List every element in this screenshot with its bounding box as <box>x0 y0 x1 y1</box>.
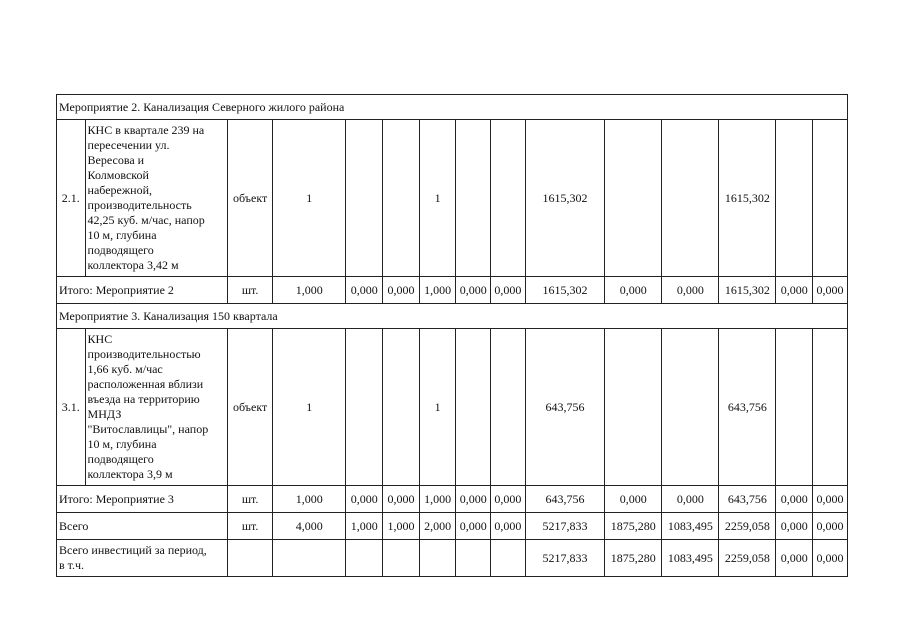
cell: 0,000 <box>605 486 662 513</box>
cell <box>605 120 662 277</box>
cell: 1615,302 <box>525 277 604 304</box>
cell: 0,000 <box>491 277 526 304</box>
cell: 0,000 <box>776 486 813 513</box>
cell: 1,000 <box>419 277 456 304</box>
table-row <box>57 329 848 486</box>
cell: 643,756 <box>719 486 776 513</box>
cell: 1,000 <box>346 513 383 540</box>
cell: 0,000 <box>456 513 491 540</box>
cell: 0,000 <box>813 513 848 540</box>
cell: 1,000 <box>273 486 346 513</box>
cell <box>491 120 526 277</box>
subtotal-row <box>57 277 848 304</box>
cell <box>346 329 383 486</box>
cell <box>662 120 719 277</box>
cell: 1875,280 <box>605 540 662 577</box>
row-description: КНС в квартале 239 на пересечении ул. Вересова и Колмовской набережной, производительность 42,25 куб. м/час, напор 10 м, глубина подводящего коллектора 3,42 м <box>85 120 228 277</box>
cell: 1083,495 <box>662 513 719 540</box>
cell: 0,000 <box>776 540 813 577</box>
row-unit: шт. <box>228 513 273 540</box>
table-row <box>57 120 848 277</box>
row-unit <box>228 540 273 577</box>
cell <box>491 540 526 577</box>
cell: 0,000 <box>605 277 662 304</box>
cell: 0,000 <box>383 486 420 513</box>
cell <box>491 329 526 486</box>
row-unit: шт. <box>228 277 273 304</box>
cell: 4,000 <box>273 513 346 540</box>
cell <box>383 540 420 577</box>
cell: 1 <box>419 120 456 277</box>
grand-total-label: Всего <box>57 513 228 540</box>
cell: 0,000 <box>813 277 848 304</box>
cell: 0,000 <box>813 540 848 577</box>
investments-label: Всего инвестиций за период, в т.ч. <box>57 540 228 577</box>
row-number: 3.1. <box>57 329 86 486</box>
cell <box>813 329 848 486</box>
section-header-row <box>57 95 848 120</box>
cell: 0,000 <box>346 277 383 304</box>
investments-row <box>57 540 848 577</box>
cell: 2259,058 <box>719 513 776 540</box>
cell <box>383 120 420 277</box>
cell: 643,756 <box>719 329 776 486</box>
row-unit: шт. <box>228 486 273 513</box>
cell: 0,000 <box>776 277 813 304</box>
cell <box>419 540 456 577</box>
cell: 0,000 <box>662 277 719 304</box>
cell: 1083,495 <box>662 540 719 577</box>
cell: 1615,302 <box>719 277 776 304</box>
cell: 1 <box>273 329 346 486</box>
cell <box>813 120 848 277</box>
cell: 1,000 <box>419 486 456 513</box>
cell: 2259,058 <box>719 540 776 577</box>
cell <box>346 540 383 577</box>
cell <box>456 120 491 277</box>
cell: 643,756 <box>525 486 604 513</box>
cell: 2,000 <box>419 513 456 540</box>
section-header-row <box>57 304 848 329</box>
cell <box>662 329 719 486</box>
investment-table <box>56 94 848 577</box>
cell: 5217,833 <box>525 540 604 577</box>
cell: 0,000 <box>491 486 526 513</box>
cell: 0,000 <box>346 486 383 513</box>
cell <box>383 329 420 486</box>
row-number: 2.1. <box>57 120 86 277</box>
row-unit: объект <box>228 329 273 486</box>
cell: 1615,302 <box>525 120 604 277</box>
section-2-title: Мероприятие 2. Канализация Северного жилого района <box>57 95 848 120</box>
cell: 0,000 <box>662 486 719 513</box>
cell <box>346 120 383 277</box>
cell <box>273 540 346 577</box>
cell <box>776 329 813 486</box>
cell: 0,000 <box>491 513 526 540</box>
section-3-title: Мероприятие 3. Канализация 150 квартала <box>57 304 848 329</box>
cell: 0,000 <box>383 277 420 304</box>
subtotal-label: Итого: Мероприятие 2 <box>57 277 228 304</box>
cell <box>776 120 813 277</box>
cell <box>456 329 491 486</box>
cell: 1875,280 <box>605 513 662 540</box>
cell: 1 <box>419 329 456 486</box>
cell: 643,756 <box>525 329 604 486</box>
cell: 0,000 <box>456 277 491 304</box>
cell: 1615,302 <box>719 120 776 277</box>
cell: 5217,833 <box>525 513 604 540</box>
cell <box>605 329 662 486</box>
row-unit: объект <box>228 120 273 277</box>
cell: 1,000 <box>383 513 420 540</box>
grand-total-row <box>57 513 848 540</box>
row-description: КНС производительностью 1,66 куб. м/час расположенная вблизи въезда на территорию МНДЗ "Витославлицы", напор 10 м, глубина подводящего коллектора 3,9 м <box>85 329 228 486</box>
cell: 0,000 <box>776 513 813 540</box>
cell: 1,000 <box>273 277 346 304</box>
cell: 1 <box>273 120 346 277</box>
cell: 0,000 <box>813 486 848 513</box>
subtotal-label: Итого: Мероприятие 3 <box>57 486 228 513</box>
cell <box>456 540 491 577</box>
cell: 0,000 <box>456 486 491 513</box>
subtotal-row <box>57 486 848 513</box>
